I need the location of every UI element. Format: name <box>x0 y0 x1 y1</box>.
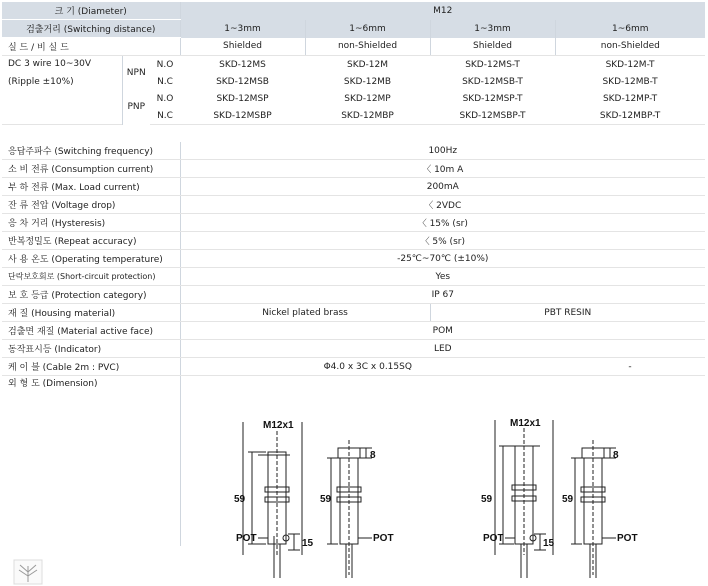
sensor-drawing-4 <box>534 440 616 578</box>
model-2-4: SKD-12MB-T <box>602 76 658 87</box>
diameter-label: 크 기 (Diameter) <box>2 2 180 20</box>
spec-label: 검출면 재질 (Material active face) <box>2 322 180 340</box>
model-1-2: SKD-12M <box>347 59 389 70</box>
contact-1: N.O <box>156 59 174 70</box>
dim-59-1: 59 <box>234 494 246 505</box>
contact-4: N.C <box>150 107 180 125</box>
model-3-4: SKD-12MP-T <box>602 93 658 104</box>
shield-2: non-Shielded <box>305 38 430 56</box>
dim-8-1: 8 <box>370 450 376 461</box>
pnp-label: PNP <box>122 90 150 125</box>
spec-label: 동작표시등 (Indicator) <box>2 340 180 358</box>
model-3-1: SKD-12MSP <box>216 93 269 104</box>
contact-3: N.O <box>156 93 174 104</box>
dimension-label: 외 형 도 (Dimension) <box>8 379 98 389</box>
pot-label-3: POT <box>483 533 504 544</box>
spec-label: 사 용 온도 (Operating temperature) <box>2 250 180 268</box>
spec-value: POM <box>180 322 705 340</box>
dim-15-2: 15 <box>543 538 555 549</box>
cable-right: - <box>555 358 705 376</box>
model-2-2: SKD-12MB <box>343 76 392 87</box>
spec-value: 〈 10m A <box>180 160 705 178</box>
spec-value: 〈 5% (sr) <box>180 232 705 250</box>
model-3-2: SKD-12MP <box>344 93 391 104</box>
distance-3: 1~3mm <box>430 20 555 38</box>
spec-value: 100Hz <box>180 142 705 160</box>
fern-logo-icon <box>14 560 42 584</box>
dim-59-2: 59 <box>320 494 332 505</box>
spec-label: 반복정밀도 (Repeat accuracy) <box>2 232 180 250</box>
spec-value: 200mA <box>180 178 705 196</box>
pot-label-1: POT <box>236 533 257 544</box>
model-1-3: SKD-12MS-T <box>465 59 520 70</box>
dim-title-1: M12x1 <box>263 420 294 431</box>
model-4-3: SKD-12MSBP-T <box>430 107 555 125</box>
distance-label: 검출거리 (Switching distance) <box>2 20 180 38</box>
model-2-1: SKD-12MSB <box>216 76 269 87</box>
sensor-drawing-1 <box>243 422 302 578</box>
distance-4: 1~6mm <box>555 20 705 38</box>
spec-value: IP 67 <box>180 286 705 304</box>
sensor-drawing-3 <box>495 420 553 578</box>
distance-1: 1~3mm <box>180 20 305 38</box>
wiring-supply-label: DC 3 wire 10~30V <box>8 59 92 69</box>
distance-2: 1~6mm <box>305 20 430 38</box>
shield-3: Shielded <box>430 38 555 56</box>
model-1-1: SKD-12MS <box>219 59 266 70</box>
pot-label-4: POT <box>617 533 638 544</box>
spec-label: 소 비 전류 (Consumption current) <box>2 160 180 178</box>
shield-4: non-Shielded <box>555 38 705 56</box>
cable-label: 케 이 블 (Cable 2m : PVC) <box>2 358 180 376</box>
model-4-1: SKD-12MSBP <box>180 107 305 125</box>
housing-right: PBT RESIN <box>430 304 705 322</box>
dim-59-3: 59 <box>481 494 493 505</box>
spec-value: Yes <box>180 268 705 286</box>
spec-value: -25℃~70℃ (±10%) <box>180 250 705 268</box>
spec-label: 단락보호회로 (Short-circuit protection) <box>2 268 180 286</box>
housing-label: 재 질 (Housing material) <box>2 304 180 322</box>
spec-label: 응 차 거리 (Hysteresis) <box>2 214 180 232</box>
spec-value: 〈 15% (sr) <box>180 214 705 232</box>
housing-left: Nickel plated brass <box>180 304 430 322</box>
dim-title-2: M12x1 <box>510 418 541 429</box>
spec-label: 잔 류 전압 (Voltage drop) <box>2 196 180 214</box>
spec-label: 보 호 등급 (Protection category) <box>2 286 180 304</box>
dim-59-4: 59 <box>562 494 574 505</box>
spec-value: LED <box>180 340 705 358</box>
model-3-3: SKD-12MSP-T <box>462 93 523 104</box>
spec-label: 부 하 전류 (Max. Load current) <box>2 178 180 196</box>
npn-label: NPN <box>122 56 150 91</box>
spec-value: 〈 2VDC <box>180 196 705 214</box>
contact-2: N.C <box>157 76 173 87</box>
model-4-2: SKD-12MBP <box>305 107 430 125</box>
model-2-3: SKD-12MSB-T <box>462 76 523 87</box>
model-4-4: SKD-12MBP-T <box>555 107 705 125</box>
model-1-4: SKD-12M-T <box>605 59 655 70</box>
pot-label-2: POT <box>373 533 394 544</box>
wiring-ripple-label: (Ripple ±10%) <box>8 76 74 87</box>
spec-label: 응답주파수 (Switching frequency) <box>2 142 180 160</box>
dim-15-1: 15 <box>302 538 314 549</box>
sensor-drawing-2 <box>288 440 372 578</box>
diameter-value: M12 <box>180 2 705 20</box>
dim-8-2: 8 <box>613 450 619 461</box>
shield-1: Shielded <box>180 38 305 56</box>
cable-left: Φ4.0 x 3C x 0.15SQ <box>180 358 555 376</box>
shield-label: 실 드 / 비 실 드 <box>2 38 180 56</box>
